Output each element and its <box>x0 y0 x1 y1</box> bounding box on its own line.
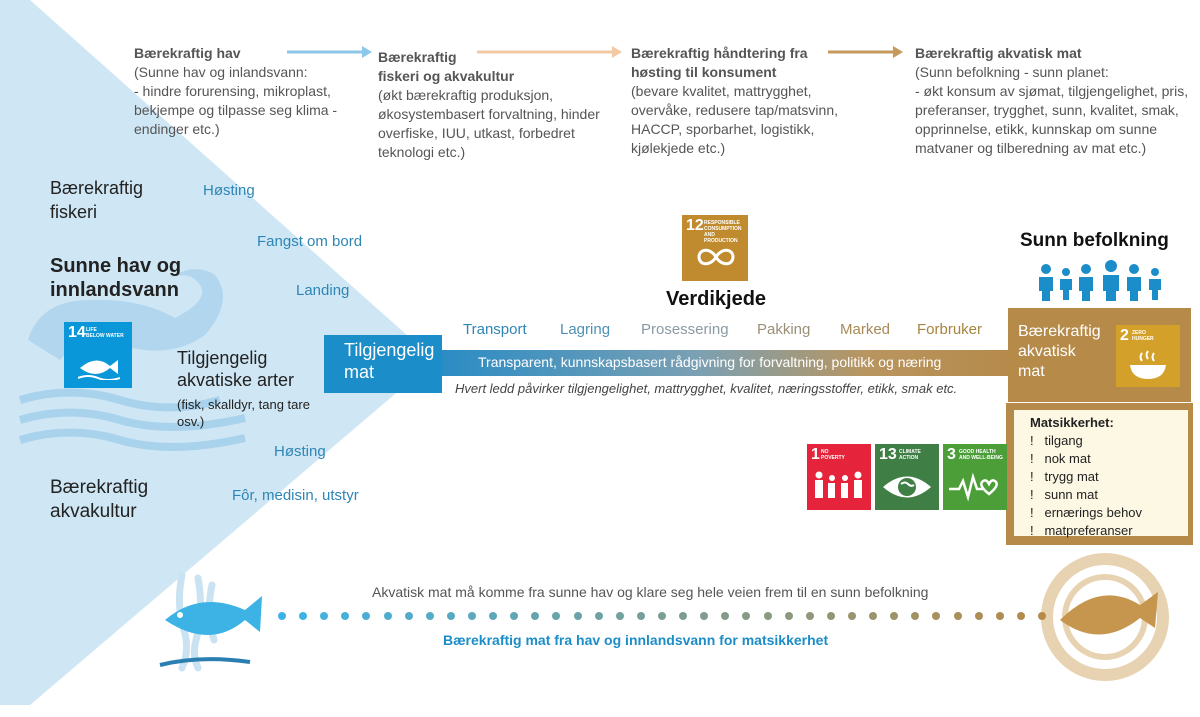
label-baerekraftig-fiskeri: Bærekraftig fiskeri <box>50 178 144 222</box>
path-dot <box>637 612 645 620</box>
sdg13-text: CLIMATE ACTION <box>899 449 921 461</box>
stage-pakking: Pakking <box>757 321 811 338</box>
sdg12-number: 12 <box>686 217 704 234</box>
people-icon <box>1036 260 1166 302</box>
fish-icon <box>78 352 120 380</box>
path-dot <box>405 612 413 620</box>
sdg3-number: 3 <box>947 446 956 463</box>
path-dot <box>806 612 814 620</box>
list-item: ! trygg mat <box>1030 469 1099 484</box>
path-dot <box>616 612 624 620</box>
family-icon <box>813 470 865 500</box>
baerekraftig-akvatisk-mat-box: Bærekraftig akvatisk mat <box>1008 308 1191 402</box>
list-item: ! nok mat <box>1030 451 1091 466</box>
path-dot <box>785 612 793 620</box>
sdg13-tile <box>875 444 939 510</box>
label-baerekraftig-akvakultur: Bærekraftig akvakultur <box>50 477 149 522</box>
bottom-title: Bærekraftig mat fra hav og innlandsvann for matsikkerhet <box>443 632 829 648</box>
value-chain-note: Hvert ledd påvirker tilgjengelighet, mattrygghet, kvalitet, næringsstoffer, etikk, smak etc. <box>455 381 958 396</box>
list-item: ! sunn mat <box>1030 487 1098 502</box>
sdg14-tile <box>64 322 132 388</box>
sdg3-tile <box>943 444 1007 510</box>
heartbeat-icon <box>949 472 1001 502</box>
eye-globe-icon <box>881 472 933 502</box>
column-title: Bærekraftig hav <box>134 45 241 61</box>
value-chain-bar <box>442 350 1010 376</box>
step-landing: Landing <box>296 282 350 299</box>
column-title: Bærekraftig håndtering fra høsting til konsument <box>631 45 808 80</box>
sdg14-text: LIFE BELOW WATER <box>86 327 124 339</box>
sdg13-number: 13 <box>879 446 897 463</box>
step-hosting-top: Høsting <box>203 182 255 199</box>
path-dot <box>996 612 1004 620</box>
sdg1-tile <box>807 444 871 510</box>
label-arter-note: (fisk, skalldyr, tang tare osv.) <box>177 397 310 429</box>
sdg12-text: RESPONSIBLE CONSUMPTION AND PRODUCTION <box>704 220 742 244</box>
step-hosting-bottom: Høsting <box>274 443 326 460</box>
label-sunne-hav: Sunne hav og innlandsvann <box>50 255 182 301</box>
path-dot <box>384 612 392 620</box>
stage-transport: Transport <box>463 321 527 338</box>
column-body: (bevare kvalitet, mattrygghet, overvåke, redusere tap/matsvinn, HACCP, sporbarhet, logistikk, kjølekjede etc.) <box>631 83 838 156</box>
label-tilgjengelig-arter: Tilgjengelig akvatiske arter <box>177 348 295 390</box>
path-dot <box>1017 612 1025 620</box>
step-for: Fôr, medisin, utstyr <box>232 487 359 504</box>
plate-fish-icon <box>1047 559 1163 675</box>
column-handtering <box>631 44 891 158</box>
bowl-icon <box>1128 349 1168 381</box>
column-body: (Sunn befolkning - sunn planet: - økt konsum av sjømat, tilgjengelighet, pris, preferanser, trygghet, sunn, kvalitet, smak, opprinnelse, etikk, kunnskap om sunne matvaner og tilberedning av mat etc.) <box>915 64 1189 156</box>
sdg2-tile <box>1116 325 1180 387</box>
path-dot <box>426 612 434 620</box>
sdg2-number: 2 <box>1120 327 1129 344</box>
column-body: (Sunne hav og inlandsvann: - hindre forurensing, mikroplast, bekjempe og tilpasse seg klima - endinger etc.) <box>134 64 338 137</box>
path-dot <box>848 612 856 620</box>
column-fiskeri-akvakultur <box>378 48 638 162</box>
sdg3-text: GOOD HEALTH AND WELL-BEING <box>959 449 1003 461</box>
path-dot <box>658 612 666 620</box>
sdg2-text: ZERO HUNGER <box>1132 330 1154 342</box>
path-dot <box>447 612 455 620</box>
path-dot <box>1038 612 1046 620</box>
stage-prosessering: Prosessering <box>641 321 729 338</box>
value-chain-bar-text: Transparent, kunnskapsbasert rådgivning for forvaltning, politikk og næring <box>478 354 942 370</box>
path-dot <box>574 612 582 620</box>
list-item: ! ernærings behov <box>1030 505 1143 520</box>
path-dot <box>278 612 286 620</box>
matsikkerhet-box <box>1014 410 1188 536</box>
sdg1-text: NO POVERTY <box>821 449 845 461</box>
step-fangst: Fangst om bord <box>257 233 363 250</box>
path-dot <box>468 612 476 620</box>
column-akvatisk-mat <box>915 44 1200 158</box>
path-dot <box>595 612 603 620</box>
sdg12-tile <box>682 215 748 281</box>
path-dot <box>764 612 772 620</box>
sdg1-number: 1 <box>811 446 820 463</box>
list-item: ! matpreferanser <box>1030 523 1133 538</box>
value-chain-title: Verdikjede <box>666 288 767 310</box>
infinity-icon <box>696 245 736 269</box>
column-baerekraftig-hav <box>134 44 374 139</box>
tilgjengelig-mat-box: Tilgjengelig mat <box>324 335 442 393</box>
sdg14-number: 14 <box>68 324 86 341</box>
sunn-befolkning-title: Sunn befolkning <box>1020 230 1169 251</box>
stage-forbruker: Forbruker <box>917 321 983 338</box>
column-body: (økt bærekraftig produksjon, økosystembasert forvaltning, hinder overfiske, IUU, utkast, forbedret teknologi etc.) <box>378 87 600 160</box>
path-dot <box>954 612 962 620</box>
bottom-caption: Akvatisk mat må komme fra sunne hav og klare seg hele veien frem til en sunn befolkning <box>372 584 929 600</box>
stage-lagring: Lagring <box>560 321 611 338</box>
path-dot <box>827 612 835 620</box>
stage-marked: Marked <box>840 321 891 338</box>
column-title: Bærekraftig fiskeri og akvakultur <box>378 49 515 84</box>
path-dot <box>975 612 983 620</box>
matsikkerhet-title: Matsikkerhet: <box>1030 415 1114 430</box>
list-item: ! tilgang <box>1030 433 1083 448</box>
column-title: Bærekraftig akvatisk mat <box>915 45 1082 61</box>
